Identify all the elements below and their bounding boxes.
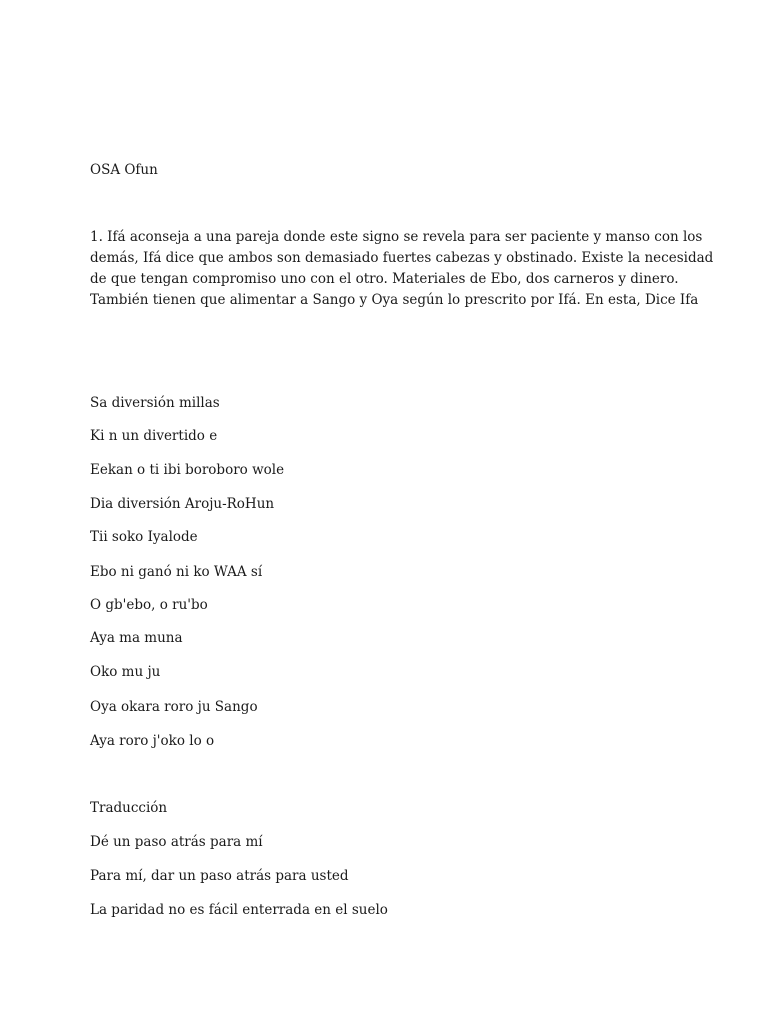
paragraph-line: demás, Ifá dice que ambos son demasiado fuertes cabezas y obstinado. Existe la necesidad [90,250,714,266]
document-page [90,0,714,1024]
verse-line: Oya okara roro ju Sango [90,699,258,715]
intro-paragraph [90,227,714,311]
verse-line: Ebo ni ganó ni ko WAA sí [90,564,263,580]
paragraph-line: de que tengan compromiso uno con el otro. Materiales de Ebo, dos carneros y dinero. [90,271,679,287]
translation-line: La paridad no es fácil enterrada en el suelo [90,902,388,918]
translation-line: Dé un paso atrás para mí [90,834,263,850]
translation-heading: Traducción [90,800,168,816]
paragraph-line: 1. Ifá aconseja a una pareja donde este signo se revela para ser paciente y manso con los [90,229,703,245]
verse-line: Ki n un divertido e [90,428,218,444]
document-title: OSA Ofun [90,162,158,178]
verse-line: Sa diversión millas [90,395,220,411]
verse-line: O gb'ebo, o ru'bo [90,597,208,613]
verse-line: Tii soko Iyalode [90,529,198,545]
verse-line: Eekan o ti ibi boroboro wole [90,462,285,478]
translation-line: Para mí, dar un paso atrás para usted [90,868,349,884]
verse-line: Oko mu ju [90,664,161,680]
paragraph-line: También tienen que alimentar a Sango y Oya según lo prescrito por Ifá. En esta, Dice Ifa [90,292,699,308]
verse-line: Aya roro j'oko lo o [90,733,215,749]
verse-line: Dia diversión Aroju-RoHun [90,496,275,512]
verse-line: Aya ma muna [90,630,183,646]
